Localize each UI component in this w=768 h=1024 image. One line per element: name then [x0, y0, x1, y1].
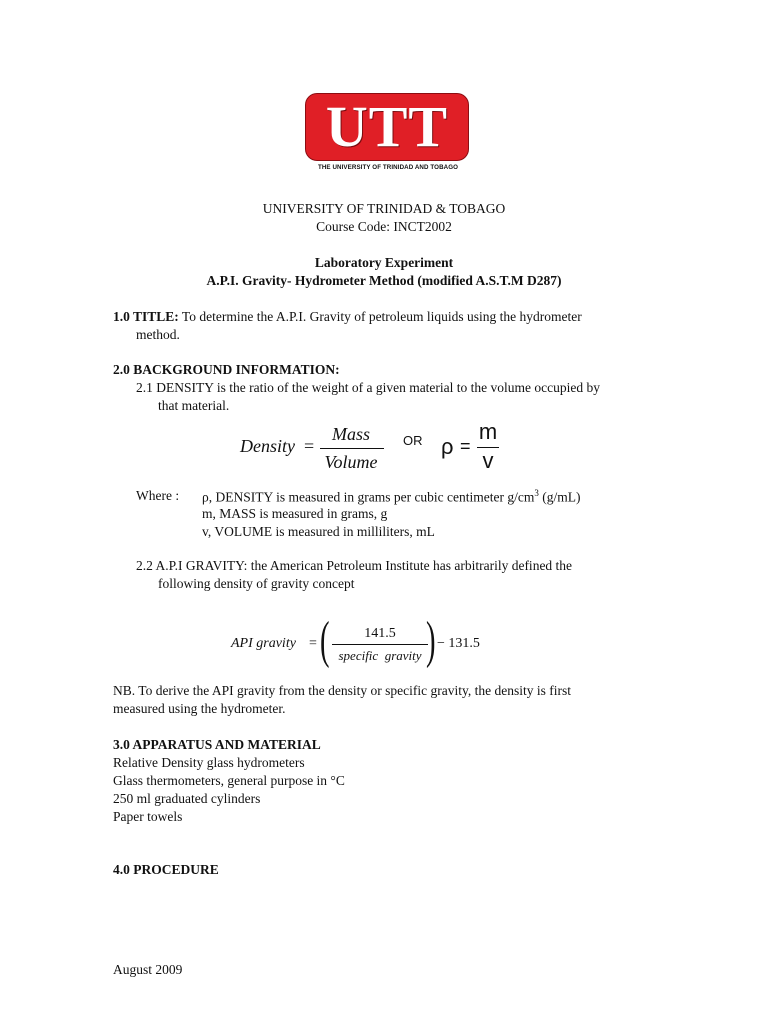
- where-volume: v, VOLUME is measured in milliliters, mL: [202, 524, 435, 539]
- formula-api-eq: =: [309, 636, 317, 651]
- formula-density-denominator: Volume: [324, 452, 378, 472]
- experiment-title: A.P.I. Gravity- Hydrometer Method (modified A.S.T.M D287): [206, 273, 562, 288]
- formula-api-tail: − 131.5: [437, 636, 480, 651]
- footer-date: August 2009: [113, 962, 183, 977]
- formula-api-bar: [332, 644, 428, 645]
- where-density-suffix: (g/mL): [538, 489, 581, 505]
- density-definition-cont: that material.: [158, 398, 230, 413]
- formula-api-lhs: API gravity: [231, 636, 296, 651]
- formula-right-paren: ): [426, 612, 436, 669]
- section-1-heading: 1.0 TITLE:: [113, 309, 179, 324]
- apparatus-item: Paper towels: [113, 809, 183, 824]
- section-title-block: [113, 309, 582, 325]
- formula-or: OR: [403, 433, 423, 448]
- api-definition: 2.2 A.P.I GRAVITY: the American Petroleum Institute has arbitrarily defined the: [136, 558, 573, 573]
- course-code: Course Code: INCT2002: [316, 219, 452, 234]
- utt-logo: [305, 93, 471, 171]
- apparatus-item: Glass thermometers, general purpose in °C: [113, 773, 345, 788]
- formula-api-numerator: 141.5: [364, 626, 396, 641]
- formula-m: m: [478, 419, 498, 444]
- formula-v: v: [482, 448, 494, 473]
- section-2-heading: 2.0 BACKGROUND INFORMATION:: [113, 362, 340, 377]
- api-definition-cont: following density of gravity concept: [158, 576, 355, 591]
- university-name: UNIVERSITY OF TRINIDAD & TOBAGO: [262, 201, 506, 216]
- where-mass: m, MASS is measured in grams, g: [202, 506, 388, 521]
- section-4-heading: 4.0 PROCEDURE: [113, 862, 219, 877]
- nb-note-cont: measured using the hydrometer.: [113, 701, 286, 716]
- lab-label: Laboratory Experiment: [314, 255, 454, 270]
- apparatus-item: Relative Density glass hydrometers: [113, 755, 305, 770]
- density-definition: 2.1 DENSITY is the ratio of the weight of a given material to the volume occupied by: [136, 380, 601, 395]
- formula-density-bar: [320, 448, 384, 449]
- formula-density-numerator: Mass: [331, 424, 370, 444]
- logo-badge: [305, 93, 469, 161]
- formula-rho: ρ: [441, 434, 454, 459]
- nb-note: NB. To derive the API gravity from the density or specific gravity, the density is first: [113, 683, 571, 698]
- section-1-text: To determine the A.P.I. Gravity of petroleum liquids using the hydrometer: [181, 309, 582, 324]
- formula-density-lhs: Density: [240, 436, 295, 456]
- where-density-sup: 3: [534, 488, 539, 498]
- section-3-heading: 3.0 APPARATUS AND MATERIAL: [113, 737, 321, 752]
- formula-left-paren: (: [320, 612, 330, 669]
- formula-density-eq: =: [304, 436, 315, 456]
- apparatus-item: 250 ml graduated cylinders: [113, 791, 261, 806]
- section-1-text-cont: method.: [136, 327, 180, 342]
- where-label: Where :: [136, 488, 180, 503]
- where-density: [202, 488, 581, 506]
- formula-rho-eq: =: [460, 436, 471, 456]
- formula-api-denominator: specific gravity: [338, 648, 422, 663]
- where-density-text: ρ, DENSITY is measured in grams per cubic centimeter g/cm: [202, 489, 535, 505]
- logo-letters: UTT: [325, 94, 449, 159]
- logo-tagline: THE UNIVERSITY OF TRINIDAD AND TOBAGO: [317, 164, 459, 171]
